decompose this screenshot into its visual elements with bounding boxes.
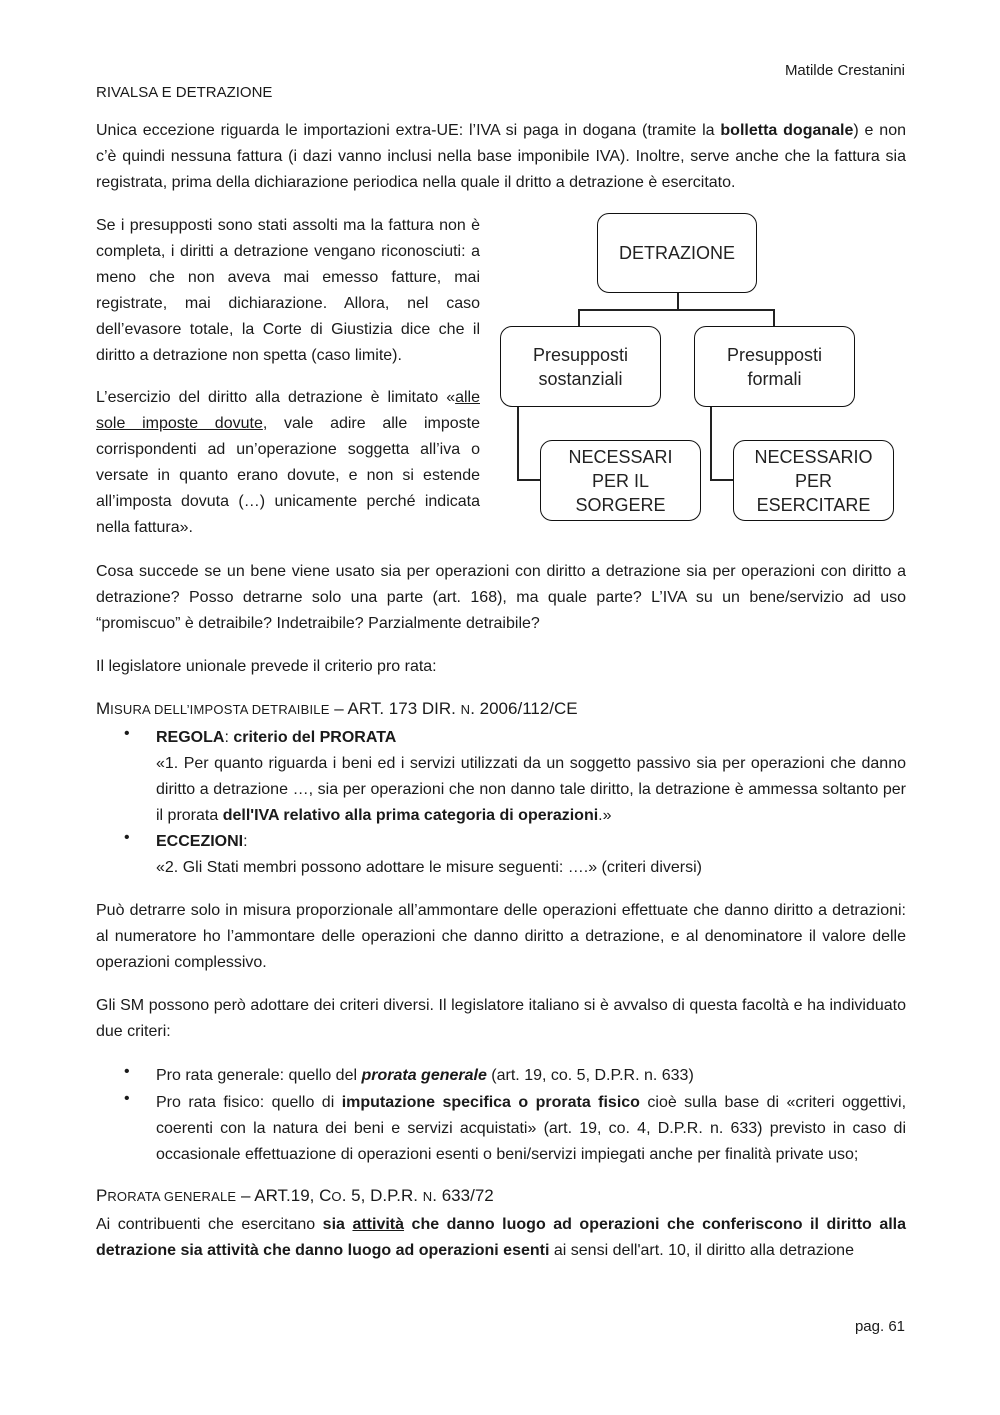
list-item-prorata-generale [156, 1063, 906, 1089]
heading2-initial: P [96, 1186, 108, 1205]
bullet-icon: • [124, 829, 130, 846]
last-bold-2: che danno luogo ad operazioni che conferiscono il diritto alla detrazione sia attività che danno luogo ad operazioni esenti [96, 1216, 907, 1259]
heading1-text-2: . 2006/112/CE [470, 699, 578, 718]
proporzionale-paragraph: Può detrarre solo in misura proporzionale all’ammontare delle operazioni effettuate che danno diritto a detrazioni: al numeratore ho l’ammontare delle operazioni che danno diritto a detrazione, e al denominatore il valore delle operazioni complessivo. [96, 902, 906, 971]
intro-bold: bolletta doganale [720, 122, 854, 139]
diagram-root-node: DETRAZIONE [597, 213, 757, 293]
item2-bold: imputazione specifica o prorata fisico [341, 1094, 640, 1111]
heading1-text-1: – ART. 173 DIR. [329, 699, 461, 718]
connector-right-branch [773, 309, 775, 327]
item1-text-1: Pro rata generale: quello del [156, 1067, 362, 1084]
last-paragraph [96, 1212, 906, 1264]
list-item-eccezioni [156, 829, 906, 881]
regola-text-1: «1. Per quanto riguarda i beni ed i servizi utilizzati da un soggetto passivo sia per operazioni che danno diritto a detrazione …, sia per operazioni che non danno tale diritto, la detrazione è ammessa soltanto per il prorata [156, 755, 906, 824]
heading2-text-2: . 5, D.P.R. [341, 1186, 423, 1205]
bullet-icon: • [124, 725, 130, 742]
intro-text-1: Unica eccezione riguarda le importazioni extra-UE: l’IVA si paga in dogana (tramite la [96, 122, 721, 139]
regola-bold-text: dell'IVA relativo alla prima categoria di operazioni [222, 807, 599, 824]
last-text-2: ai sensi dell'art. 10, il diritto alla detrazione [549, 1242, 854, 1259]
author-name: Matilde Crestanini [784, 62, 905, 79]
criteri-paragraph: Gli SM possono però adottare dei criteri diversi. Il legislatore italiano si è avvalso di questa facoltà e ha individuato due criteri: [96, 997, 906, 1040]
heading-misura-imposta [96, 699, 578, 719]
connector-left-child-vertical [517, 406, 519, 480]
page-number: pag. 61 [854, 1318, 905, 1335]
heading2-text-1: – ART.19, C [236, 1186, 332, 1205]
regola-criterio: criterio del PRORATA [233, 729, 397, 746]
heading1-smallcaps-2: N [460, 702, 471, 717]
heading2-text-3: . 633/72 [432, 1186, 494, 1205]
intro-paragraph [96, 118, 906, 196]
last-bold-1: sia [322, 1216, 353, 1233]
legislatore-paragraph: Il legislatore unionale prevede il criterio pro rata: [96, 658, 437, 675]
heading2-smallcaps-3: N [422, 1189, 433, 1204]
connector-left-child-horizontal [517, 479, 541, 481]
list-item-regola [156, 725, 906, 829]
item1-bold-italic: prorata generale [361, 1067, 487, 1084]
item2-text-2: cioè sulla base di «criteri oggettivi, coerenti con la natura dei beni e servizi acquistati» (art. 19, co. 4, D.P.R. n. 633) previsto in caso di occasionale effettuazione di operazioni esenti o beni/servizi impiegati anche per finalità private uso; [156, 1094, 907, 1163]
last-bold-underlined: attività [352, 1216, 405, 1233]
limit-text-1: L’esercizio del diritto alla detrazione è limitato « [96, 389, 456, 406]
heading2-smallcaps-2: O [331, 1189, 342, 1204]
diagram-right-child-node: NECESSARIO PER ESERCITARE [733, 440, 894, 521]
limit-text-2: , vale adire alle imposte corrispondenti ad un’operazione soggetta all’iva o versate in quanto erano dovute, e non si estende all’imposta dovuta (…) unicamente perché indicata nella fattura». [96, 415, 480, 536]
limit-underlined: alle sole imposte dovute [96, 389, 480, 432]
list-item-prorata-fisico [156, 1090, 906, 1168]
heading1-initial: M [96, 699, 111, 718]
connector-root-down [677, 292, 679, 310]
regola-separator: : [224, 729, 234, 746]
eccezioni-label: ECCEZIONI [156, 833, 244, 850]
left-column-paragraph-1: Se i presupposti sono stati assolti ma la fattura non è completa, i diritti a detrazione vengano riconosciuti: a meno che non aveva mai emesso fatture, mai registrate, mai dichiarazione. Allora, nel caso dell’evasore totale, la Corte di Giustizia dice che il diritto a detrazione non spetta (caso limite). [96, 217, 480, 364]
heading-prorata-generale [96, 1186, 494, 1206]
item1-text-2: (art. 19, co. 5, D.P.R. n. 633) [486, 1067, 694, 1084]
last-text-1: Ai contribuenti che esercitano [96, 1216, 323, 1233]
section-title: RIVALSA E DETRAZIONE [96, 84, 273, 101]
diagram-left-node: Presupposti sostanziali [500, 326, 661, 407]
intro-text-2: ) e non c’è quindi nessuna fattura (i dazi vanno inclusi nella base imponibile IVA). Inoltre, serve anche che la fattura sia registrata, prima della dichiarazione periodica nella quale il dritto a detrazione è esercitato. [96, 122, 906, 191]
regola-text-2: .» [598, 807, 612, 824]
bullet-icon: • [124, 1063, 130, 1080]
detrazione-diagram [490, 208, 910, 528]
item2-text-1: Pro rata fisico: quello di [156, 1094, 342, 1111]
connector-horizontal [578, 309, 775, 311]
diagram-left-child-node: NECESSARI PER IL SORGERE [540, 440, 701, 521]
eccezioni-text: «2. Gli Stati membri possono adottare le misure seguenti: ….» (criteri diversi) [156, 859, 702, 876]
heading2-smallcaps-1: RORATA GENERALE [107, 1189, 237, 1204]
heading1-smallcaps-1: ISURA DELL’IMPOSTA DETRAIBILE [110, 702, 330, 717]
eccezioni-separator: : [243, 833, 248, 850]
diagram-right-node: Presupposti formali [694, 326, 855, 407]
bullet-icon: • [124, 1090, 130, 1107]
connector-right-child-horizontal [710, 479, 734, 481]
left-column-paragraph-2 [96, 385, 480, 541]
connector-right-child-vertical [710, 406, 712, 480]
connector-left-branch [578, 309, 580, 327]
promiscuo-paragraph: Cosa succede se un bene viene usato sia per operazioni con diritto a detrazione sia per operazioni con diritto a detrazione? Posso detrarne solo una parte (art. 168), ma quale parte? L’IVA su un bene/servizio ad uso “promiscuo” è detraibile? Indetraibile? Parzialmente detraibile? [96, 563, 906, 632]
regola-label: REGOLA [156, 729, 225, 746]
